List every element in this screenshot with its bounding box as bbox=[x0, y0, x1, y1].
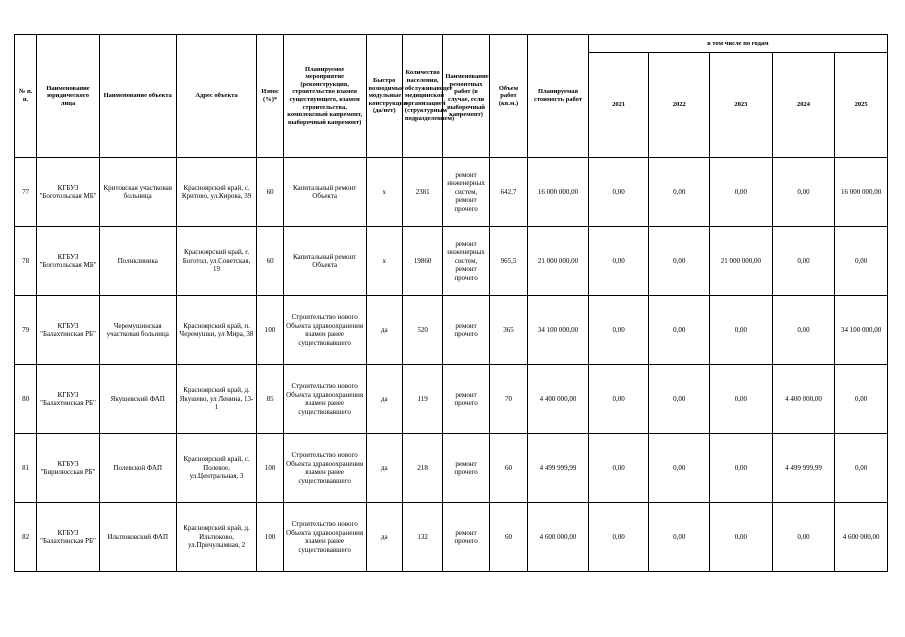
cell-2021: 0,00 bbox=[588, 434, 649, 503]
cell-volume: 70 bbox=[489, 365, 527, 434]
cell-repair-name: ремонт инженерных систем, ремонт прочего bbox=[443, 158, 489, 227]
cell-address: Красноярский край, с. Полевое, ул.Центральная, 3 bbox=[176, 434, 257, 503]
cell-2023: 0,00 bbox=[710, 503, 773, 572]
objects-table bbox=[14, 34, 888, 572]
cell-repair-name: ремонт прочего bbox=[443, 434, 489, 503]
cell-object: Полевской ФАП bbox=[99, 434, 176, 503]
cell-measure: Строительство нового Объекта здравоохранения взамен ранее существовавшего bbox=[283, 503, 366, 572]
cell-repair-name: ремонт прочего bbox=[443, 365, 489, 434]
header-year: 2023 bbox=[710, 53, 773, 158]
cell-volume: 60 bbox=[489, 434, 527, 503]
cell-population: 2381 bbox=[402, 158, 442, 227]
cell-num: 81 bbox=[15, 434, 37, 503]
cell-volume: 965,5 bbox=[489, 227, 527, 296]
header-year: 2021 bbox=[588, 53, 649, 158]
cell-num: 82 bbox=[15, 503, 37, 572]
cell-2023: 21 000 000,00 bbox=[710, 227, 773, 296]
cell-wear: 60 bbox=[257, 227, 283, 296]
cell-2025: 16 000 000,00 bbox=[835, 158, 888, 227]
header-modular: Быстро возводимые модульные конструкции (да/нет) bbox=[366, 35, 402, 158]
cell-2021: 0,00 bbox=[588, 227, 649, 296]
cell-measure: Строительство нового Объекта здравоохранения взамен ранее существовавшего bbox=[283, 434, 366, 503]
cell-cost: 4 499 999,99 bbox=[528, 434, 589, 503]
cell-2021: 0,00 bbox=[588, 158, 649, 227]
cell-wear: 85 bbox=[257, 365, 283, 434]
cell-2024: 4 499 999,99 bbox=[772, 434, 835, 503]
cell-object: Ильтюковский ФАП bbox=[99, 503, 176, 572]
cell-modular: да bbox=[366, 503, 402, 572]
cell-cost: 4 400 000,00 bbox=[528, 365, 589, 434]
cell-2022: 0,00 bbox=[649, 227, 710, 296]
cell-repair-name: ремонт прочего bbox=[443, 296, 489, 365]
header-num: № п. п. bbox=[15, 35, 37, 158]
cell-wear: 100 bbox=[257, 503, 283, 572]
cell-volume: 642,7 bbox=[489, 158, 527, 227]
cell-object: Поликлиника bbox=[99, 227, 176, 296]
cell-population: 19860 bbox=[402, 227, 442, 296]
cell-population: 132 bbox=[402, 503, 442, 572]
cell-entity: КГБУЗ "Бирилюсская РБ" bbox=[37, 434, 100, 503]
header-years-group: в том числе по годам bbox=[588, 35, 887, 53]
header-repair-name: Наименование ремонтных работ (в случае, если выборочный капремонт) bbox=[443, 35, 489, 158]
cell-cost: 16 000 000,00 bbox=[528, 158, 589, 227]
cell-measure: Капитальный ремонт Объекта bbox=[283, 227, 366, 296]
cell-2024: 0,00 bbox=[772, 158, 835, 227]
table-row bbox=[15, 434, 888, 503]
cell-modular: да bbox=[366, 296, 402, 365]
cell-num: 78 bbox=[15, 227, 37, 296]
cell-2022: 0,00 bbox=[649, 296, 710, 365]
cell-2025: 0,00 bbox=[835, 365, 888, 434]
cell-entity: КГБУЗ "Балахтинская РБ" bbox=[37, 503, 100, 572]
cell-cost: 34 100 000,00 bbox=[528, 296, 589, 365]
header-address: Адрес объекта bbox=[176, 35, 257, 158]
header-volume: Объем работ (кв.м.) bbox=[489, 35, 527, 158]
cell-2024: 0,00 bbox=[772, 227, 835, 296]
cell-population: 520 bbox=[402, 296, 442, 365]
cell-address: Красноярский край, п. Черемушки, ул Мира, 38 bbox=[176, 296, 257, 365]
cell-population: 119 bbox=[402, 365, 442, 434]
table-body bbox=[15, 158, 888, 572]
cell-measure: Строительство нового Объекта здравоохранения взамен ранее существовавшего bbox=[283, 365, 366, 434]
cell-wear: 100 bbox=[257, 434, 283, 503]
cell-volume: 365 bbox=[489, 296, 527, 365]
cell-object: Черемушинская участковая больница bbox=[99, 296, 176, 365]
cell-2025: 4 600 000,00 bbox=[835, 503, 888, 572]
cell-measure: Строительство нового Объекта здравоохранения взамен ранее существовавшего bbox=[283, 296, 366, 365]
cell-wear: 100 bbox=[257, 296, 283, 365]
document-sheet bbox=[14, 34, 888, 572]
cell-entity: КГБУЗ "Боготольская МБ" bbox=[37, 227, 100, 296]
table-row bbox=[15, 365, 888, 434]
cell-population: 218 bbox=[402, 434, 442, 503]
cell-modular: да bbox=[366, 434, 402, 503]
header-object: Наименование объекта bbox=[99, 35, 176, 158]
cell-num: 79 bbox=[15, 296, 37, 365]
cell-2025: 0,00 bbox=[835, 434, 888, 503]
table-row bbox=[15, 503, 888, 572]
cell-2021: 0,00 bbox=[588, 503, 649, 572]
cell-object: Критовская участковая больница bbox=[99, 158, 176, 227]
cell-wear: 60 bbox=[257, 158, 283, 227]
cell-2022: 0,00 bbox=[649, 434, 710, 503]
header-measure: Планируемое мероприятие (реконструкция, строительство взамен существующего, взамен строительства, комплексный капремонт, выборочный капремонт) bbox=[283, 35, 366, 158]
table-row bbox=[15, 227, 888, 296]
cell-entity: КГБУЗ "Балахтинская РБ" bbox=[37, 365, 100, 434]
cell-volume: 60 bbox=[489, 503, 527, 572]
cell-2024: 0,00 bbox=[772, 503, 835, 572]
header-year: 2024 bbox=[772, 53, 835, 158]
cell-repair-name: ремонт инженерных систем, ремонт прочего bbox=[443, 227, 489, 296]
cell-address: Красноярский край, с. Критово, ул.Кирова, 39 bbox=[176, 158, 257, 227]
cell-2021: 0,00 bbox=[588, 365, 649, 434]
cell-address: Красноярский край, д. Ильтюково, ул.Причулымная, 2 bbox=[176, 503, 257, 572]
cell-2022: 0,00 bbox=[649, 503, 710, 572]
cell-2023: 0,00 bbox=[710, 158, 773, 227]
header-cost: Планируемая стоимость работ bbox=[528, 35, 589, 158]
cell-address: Красноярский край, д. Якушево, ул Ленина, 13-1 bbox=[176, 365, 257, 434]
cell-2022: 0,00 bbox=[649, 365, 710, 434]
table-row bbox=[15, 296, 888, 365]
cell-cost: 4 600 000,00 bbox=[528, 503, 589, 572]
cell-modular: да bbox=[366, 365, 402, 434]
cell-repair-name: ремонт прочего bbox=[443, 503, 489, 572]
cell-modular: х bbox=[366, 158, 402, 227]
header-year: 2025 bbox=[835, 53, 888, 158]
header-row bbox=[15, 35, 888, 53]
cell-2023: 0,00 bbox=[710, 296, 773, 365]
cell-modular: х bbox=[366, 227, 402, 296]
cell-entity: КГБУЗ "Боготольская МБ" bbox=[37, 158, 100, 227]
cell-2023: 0,00 bbox=[710, 434, 773, 503]
cell-2023: 0,00 bbox=[710, 365, 773, 434]
header-wear: Износ (%)* bbox=[257, 35, 283, 158]
cell-2024: 0,00 bbox=[772, 296, 835, 365]
header-entity: Наименование юридического лица bbox=[37, 35, 100, 158]
cell-2025: 34 100 000,00 bbox=[835, 296, 888, 365]
cell-2021: 0,00 bbox=[588, 296, 649, 365]
table-row bbox=[15, 158, 888, 227]
cell-2025: 0,00 bbox=[835, 227, 888, 296]
cell-num: 80 bbox=[15, 365, 37, 434]
cell-2022: 0,00 bbox=[649, 158, 710, 227]
header-population: Количество населения, обслуживающее медицинской организацией (структурным подразделением) bbox=[402, 35, 442, 158]
cell-address: Красноярский край, г. Боготол, ул.Советская, 19 bbox=[176, 227, 257, 296]
header-year: 2022 bbox=[649, 53, 710, 158]
cell-object: Якушевский ФАП bbox=[99, 365, 176, 434]
cell-cost: 21 000 000,00 bbox=[528, 227, 589, 296]
cell-measure: Капитальный ремонт Объекта bbox=[283, 158, 366, 227]
cell-entity: КГБУЗ "Балахтинская РБ" bbox=[37, 296, 100, 365]
cell-num: 77 bbox=[15, 158, 37, 227]
cell-2024: 4 400 000,00 bbox=[772, 365, 835, 434]
